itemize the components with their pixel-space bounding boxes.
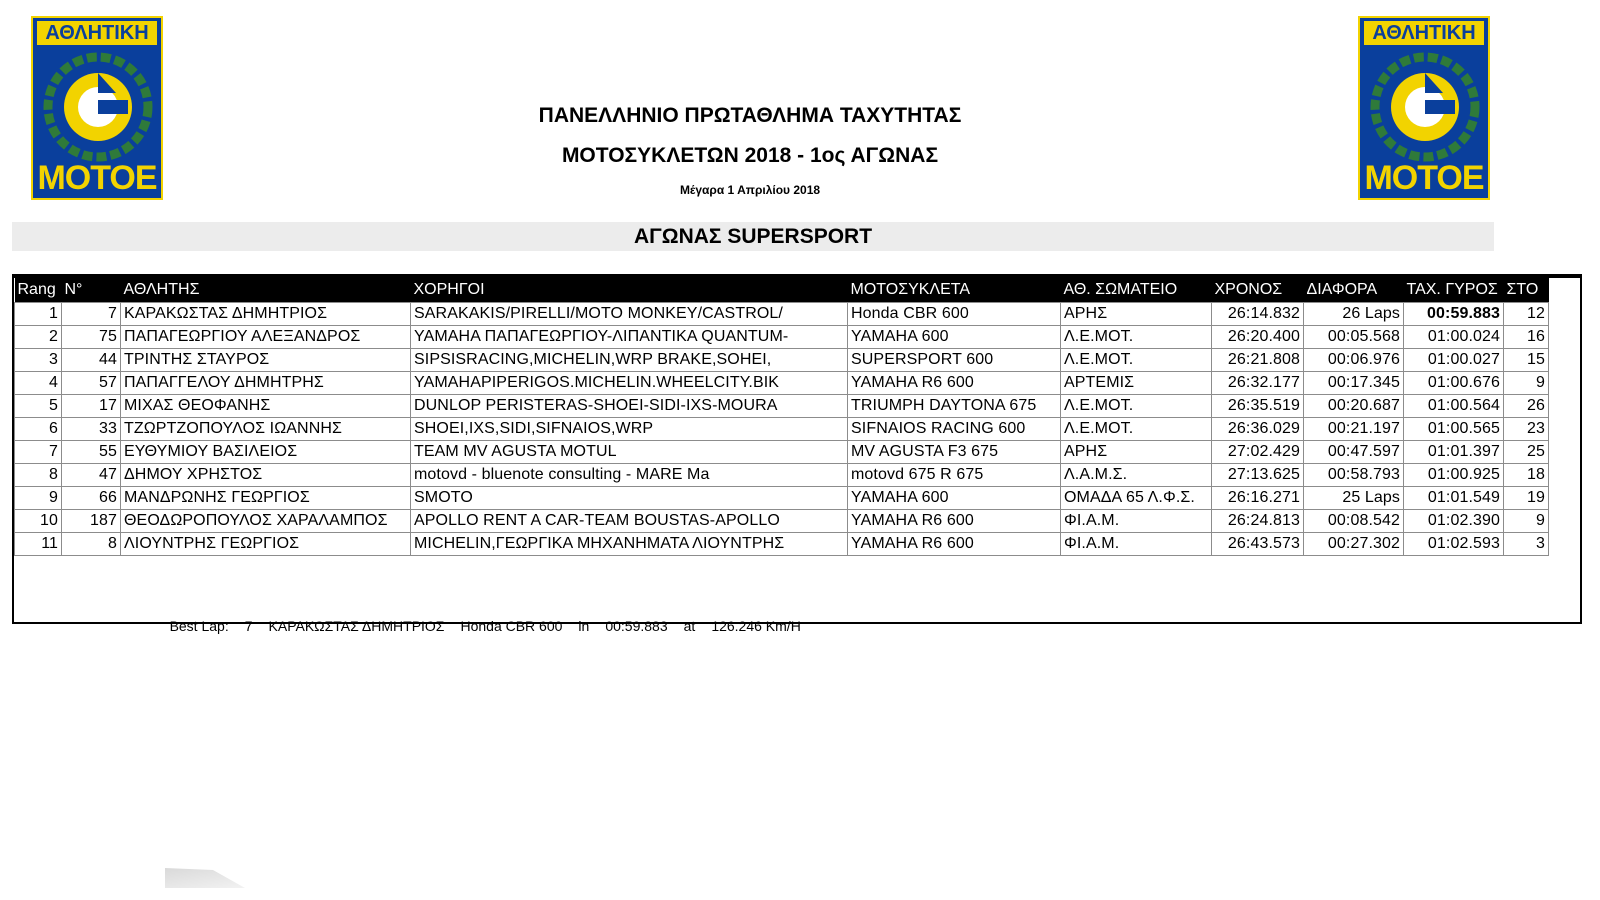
cell-fastest-lap: 01:02.593 <box>1404 533 1504 556</box>
cell-number: 7 <box>62 303 121 326</box>
cell-fastest-lap: 01:00.676 <box>1404 372 1504 395</box>
cell-time: 26:35.519 <box>1212 395 1304 418</box>
cell-lap-no: 16 <box>1504 326 1549 349</box>
wreath-emblem-icon <box>39 48 157 166</box>
cell-motorcycle: MV AGUSTA F3 675 <box>848 441 1061 464</box>
cell-sponsors: MICHELIN,ΓΕΩΡΓΙΚΑ ΜΗΧΑΝΗΜΑΤΑ ΛΙΟΥΝΤΡΗΣ <box>411 533 848 556</box>
cell-athlete: ΠΑΠΑΓΕΩΡΓΙΟΥ ΑΛΕΞΑΝΔΡΟΣ <box>121 326 411 349</box>
table-row <box>15 349 1549 372</box>
cell-club: Λ.Ε.ΜΟΤ. <box>1061 395 1212 418</box>
cell-fastest-lap: 01:00.564 <box>1404 395 1504 418</box>
cell-fastest-lap: 01:00.027 <box>1404 349 1504 372</box>
cell-time: 26:32.177 <box>1212 372 1304 395</box>
cell-athlete: ΚΑΡΑΚΩΣΤΑΣ ΔΗΜΗΤΡΙΟΣ <box>121 303 411 326</box>
cell-rank: 2 <box>15 326 62 349</box>
cell-motorcycle: YAMAHA 600 <box>848 487 1061 510</box>
best-lap-speed: 126.246 Km/H <box>711 618 801 634</box>
best-lap-in-label: in <box>578 618 590 634</box>
column-header-time: ΧΡΟΝΟΣ <box>1212 278 1304 303</box>
cell-fastest-lap: 01:00.565 <box>1404 418 1504 441</box>
cell-difference: 00:05.568 <box>1304 326 1404 349</box>
championship-title: ΠΑΝΕΛΛΗΝΙΟ ΠΡΩΤΑΘΛΗΜΑ ΤΑΧΥΤΗΤΑΣ <box>538 104 962 127</box>
cell-difference: 00:17.345 <box>1304 372 1404 395</box>
column-header-number: N° <box>62 278 121 303</box>
cell-lap-no: 19 <box>1504 487 1549 510</box>
cell-sponsors: SMOTO <box>411 487 848 510</box>
cell-sponsors: APOLLO RENT A CAR-TEAM BOUSTAS-APOLLO <box>411 510 848 533</box>
cell-lap-no: 9 <box>1504 372 1549 395</box>
cell-rank: 1 <box>15 303 62 326</box>
table-row <box>15 326 1549 349</box>
cell-time: 27:02.429 <box>1212 441 1304 464</box>
cell-number: 8 <box>62 533 121 556</box>
cell-number: 44 <box>62 349 121 372</box>
cell-fastest-lap: 01:01.397 <box>1404 441 1504 464</box>
cell-athlete: ΕΥΘΥΜΙΟΥ ΒΑΣΙΛΕΙΟΣ <box>121 441 411 464</box>
cell-lap-no: 23 <box>1504 418 1549 441</box>
cell-rank: 11 <box>15 533 62 556</box>
cell-rank: 6 <box>15 418 62 441</box>
cell-club: ΑΡΗΣ <box>1061 441 1212 464</box>
cell-motorcycle: Honda CBR 600 <box>848 303 1061 326</box>
table-row <box>15 395 1549 418</box>
cell-sponsors: YAMAHA ΠΑΠΑΓΕΩΡΓΙΟΥ-ΛΙΠΑΝΤΙΚΑ QUANTUM- <box>411 326 848 349</box>
results-table <box>14 278 1549 556</box>
cell-club: ΦΙ.Α.Μ. <box>1061 510 1212 533</box>
cell-number: 75 <box>62 326 121 349</box>
cell-difference: 00:47.597 <box>1304 441 1404 464</box>
cell-difference: 00:20.687 <box>1304 395 1404 418</box>
cell-number: 47 <box>62 464 121 487</box>
cell-motorcycle: TRIUMPH DAYTONA 675 <box>848 395 1061 418</box>
cell-lap-no: 12 <box>1504 303 1549 326</box>
cell-time: 26:16.271 <box>1212 487 1304 510</box>
cell-lap-no: 9 <box>1504 510 1549 533</box>
logo-top-text: ΑΘΛΗΤΙΚΗ <box>1364 21 1484 45</box>
event-date-location: Μέγαρα 1 Απριλίου 2018 <box>679 183 821 197</box>
results-panel <box>12 274 1582 634</box>
cell-club: ΑΡΤΕΜΙΣ <box>1061 372 1212 395</box>
motoe-logo-right <box>1358 16 1490 200</box>
wreath-emblem-icon <box>1366 48 1484 166</box>
cell-difference: 00:27.302 <box>1304 533 1404 556</box>
cell-club: Λ.Ε.ΜΟΤ. <box>1061 418 1212 441</box>
cell-rank: 9 <box>15 487 62 510</box>
page-corner-mark <box>165 868 245 888</box>
cell-athlete: ΘΕΟΔΩΡΟΠΟΥΛΟΣ ΧΑΡΑΛΑΜΠΟΣ <box>121 510 411 533</box>
column-header-sponsors: ΧΟΡΗΓΟΙ <box>411 278 848 303</box>
logo-bottom-text: ΜΟΤΟΕ <box>37 159 157 197</box>
cell-difference: 00:58.793 <box>1304 464 1404 487</box>
cell-athlete: ΠΑΠΑΓΓΕΛΟΥ ΔΗΜΗΤΡΗΣ <box>121 372 411 395</box>
cell-rank: 8 <box>15 464 62 487</box>
cell-rank: 7 <box>15 441 62 464</box>
cell-time: 26:20.400 <box>1212 326 1304 349</box>
race-title-bar: ΑΓΩΝΑΣ SUPERSPORT <box>12 222 1494 251</box>
table-header-row <box>15 278 1549 303</box>
cell-sponsors: SARAKAKIS/PIRELLI/MOTO MONKEY/CASTROL/ <box>411 303 848 326</box>
cell-fastest-lap: 01:00.925 <box>1404 464 1504 487</box>
cell-motorcycle: SUPERSPORT 600 <box>848 349 1061 372</box>
cell-club: ΦΙ.Α.Μ. <box>1061 533 1212 556</box>
table-row <box>15 464 1549 487</box>
cell-athlete: ΤΡΙΝΤΗΣ ΣΤΑΥΡΟΣ <box>121 349 411 372</box>
table-row <box>15 510 1549 533</box>
cell-club: Λ.Ε.ΜΟΤ. <box>1061 349 1212 372</box>
column-header-difference: ΔΙΑΦΟΡΑ <box>1304 278 1404 303</box>
cell-lap-no: 15 <box>1504 349 1549 372</box>
cell-number: 57 <box>62 372 121 395</box>
logo-top-text: ΑΘΛΗΤΙΚΗ <box>37 21 157 45</box>
cell-fastest-lap: 00:59.883 <box>1404 303 1504 326</box>
cell-sponsors: YAMAHAPIPERIGOS.MICHELIN.WHEELCITY.BIK <box>411 372 848 395</box>
cell-difference: 00:06.976 <box>1304 349 1404 372</box>
best-lap-time: 00:59.883 <box>605 618 668 634</box>
championship-subtitle: ΜΟΤΟΣΥΚΛΕΤΩΝ 2018 - 1ος ΑΓΩΝΑΣ <box>561 144 939 167</box>
cell-club: ΑΡΗΣ <box>1061 303 1212 326</box>
cell-number: 17 <box>62 395 121 418</box>
motoe-logo-left <box>31 16 163 200</box>
best-lap-rider: ΚΑΡΑΚΩΣΤΑΣ ΔΗΜΗΤΡΙΟΣ <box>268 618 445 634</box>
cell-motorcycle: YAMAHA R6 600 <box>848 510 1061 533</box>
cell-rank: 10 <box>15 510 62 533</box>
cell-rank: 4 <box>15 372 62 395</box>
cell-time: 26:43.573 <box>1212 533 1304 556</box>
cell-fastest-lap: 01:01.549 <box>1404 487 1504 510</box>
cell-sponsors: motovd - bluenote consulting - MARE Ma <box>411 464 848 487</box>
cell-difference: 26 Laps <box>1304 303 1404 326</box>
column-header-rang: Rang <box>15 278 62 303</box>
column-header-lap-no: ΣΤΟ <box>1504 278 1549 303</box>
cell-athlete: ΔΗΜΟΥ ΧΡΗΣΤΟΣ <box>121 464 411 487</box>
best-lap-label: Best Lap: <box>169 618 229 634</box>
cell-athlete: ΛΙΟΥΝΤΡΗΣ ΓΕΩΡΓΙΟΣ <box>121 533 411 556</box>
cell-number: 187 <box>62 510 121 533</box>
table-row <box>15 303 1549 326</box>
cell-difference: 00:08.542 <box>1304 510 1404 533</box>
cell-motorcycle: YAMAHA R6 600 <box>848 372 1061 395</box>
cell-difference: 25 Laps <box>1304 487 1404 510</box>
cell-number: 66 <box>62 487 121 510</box>
table-row <box>15 487 1549 510</box>
table-row <box>15 441 1549 464</box>
cell-motorcycle: YAMAHA R6 600 <box>848 533 1061 556</box>
cell-rank: 3 <box>15 349 62 372</box>
column-header-athlete: ΑΘΛΗΤΗΣ <box>121 278 411 303</box>
cell-club: Λ.Α.Μ.Σ. <box>1061 464 1212 487</box>
cell-motorcycle: SIFNAIOS RACING 600 <box>848 418 1061 441</box>
cell-athlete: ΜΑΝΔΡΩΝΗΣ ΓΕΩΡΓΙΟΣ <box>121 487 411 510</box>
cell-athlete: ΤΖΩΡΤΖΟΠΟΥΛΟΣ ΙΩΑΝΝΗΣ <box>121 418 411 441</box>
cell-club: ΟΜΑΔΑ 65 Λ.Φ.Σ. <box>1061 487 1212 510</box>
cell-lap-no: 3 <box>1504 533 1549 556</box>
cell-sponsors: SIPSISRACING,MICHELIN,WRP BRAKE,SOHEI, <box>411 349 848 372</box>
cell-lap-no: 18 <box>1504 464 1549 487</box>
cell-sponsors: TEAM MV AGUSTA MOTUL <box>411 441 848 464</box>
cell-number: 33 <box>62 418 121 441</box>
cell-lap-no: 26 <box>1504 395 1549 418</box>
cell-difference: 00:21.197 <box>1304 418 1404 441</box>
column-header-motorcycle: ΜΟΤΟΣΥΚΛΕΤΑ <box>848 278 1061 303</box>
cell-time: 27:13.625 <box>1212 464 1304 487</box>
table-row <box>15 533 1549 556</box>
best-lap-summary <box>154 602 817 650</box>
table-row <box>15 418 1549 441</box>
cell-motorcycle: motovd 675 R 675 <box>848 464 1061 487</box>
cell-sponsors: SHOEI,IXS,SIDI,SIFNAIOS,WRP <box>411 418 848 441</box>
cell-time: 26:21.808 <box>1212 349 1304 372</box>
cell-rank: 5 <box>15 395 62 418</box>
column-header-fastest-lap: ΤΑΧ. ΓΥΡΟΣ <box>1404 278 1504 303</box>
cell-time: 26:14.832 <box>1212 303 1304 326</box>
cell-motorcycle: YAMAHA 600 <box>848 326 1061 349</box>
cell-fastest-lap: 01:00.024 <box>1404 326 1504 349</box>
logo-bottom-text: ΜΟΤΟΕ <box>1364 159 1484 197</box>
cell-club: Λ.Ε.ΜΟΤ. <box>1061 326 1212 349</box>
best-lap-bike: Honda CBR 600 <box>460 618 563 634</box>
best-lap-at-label: at <box>683 618 696 634</box>
table-row <box>15 372 1549 395</box>
best-lap-number: 7 <box>244 618 253 634</box>
cell-time: 26:36.029 <box>1212 418 1304 441</box>
column-header-club: ΑΘ. ΣΩΜΑΤΕΙΟ <box>1061 278 1212 303</box>
cell-lap-no: 25 <box>1504 441 1549 464</box>
cell-fastest-lap: 01:02.390 <box>1404 510 1504 533</box>
cell-number: 55 <box>62 441 121 464</box>
cell-sponsors: DUNLOP PERISTERAS-SHOEI-SIDI-IXS-MOURA <box>411 395 848 418</box>
cell-athlete: ΜΙΧΑΣ ΘΕΟΦΑΝΗΣ <box>121 395 411 418</box>
cell-time: 26:24.813 <box>1212 510 1304 533</box>
